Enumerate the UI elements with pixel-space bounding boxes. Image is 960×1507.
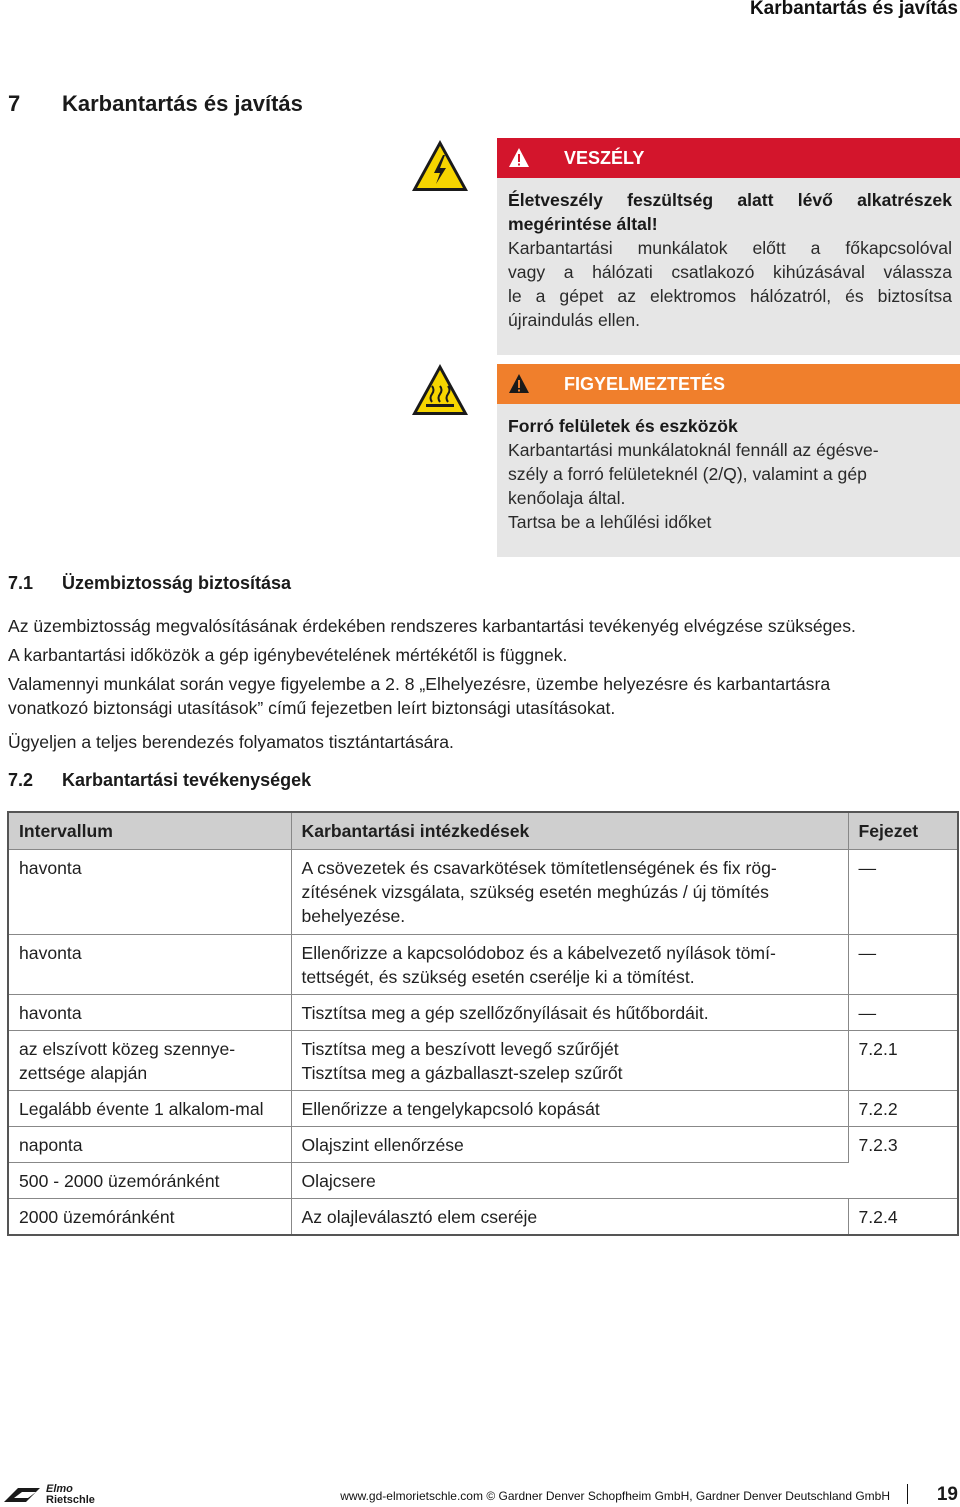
hot-surface-warning-icon [410, 362, 470, 418]
danger-text-line3: le a gépet az elektromos hálózatról, és biztosítsa [508, 286, 952, 306]
caution-text-line1: Karbantartási munkálatoknál fennáll az égésve- [508, 440, 879, 460]
measure-cell: A csövezetek és csavarkötések tömítetlenségének és fix rög-zítésének vizsgálata, szükség esetén meghúzás / új tömítés behelyezése. [291, 849, 848, 934]
interval-cell: havonta [8, 994, 291, 1030]
column-header: Karbantartási intézkedések [291, 812, 848, 849]
measure-cell: Ellenőrizze a tengelykapcsoló kopását [291, 1090, 848, 1126]
danger-text-line2: vagy a hálózati csatlakozó kihúzásával válassza [508, 262, 952, 282]
page-header-title: Karbantartás és javítás [749, 0, 958, 19]
danger-notice [497, 138, 960, 355]
subsection-number: 7.2 [8, 770, 34, 790]
footer-copyright: © Gardner Denver Schopfheim GmbH, Gardner Denver Deutschland GmbH [482, 1489, 890, 1503]
paragraph-line: Valamennyi munkálat során vegye figyelembe a 2. 8 „Elhelyezésre, üzembe helyezésre és karbantartásra [8, 674, 831, 694]
subsection-title: Karbantartási tevékenységek [62, 770, 312, 790]
measure-cell [291, 1030, 848, 1090]
table-row [8, 1198, 958, 1235]
danger-header [497, 138, 960, 178]
paragraph-line: vonatkozó biztonsági utasítások” című fejezetben leírt biztonsági utasításokat. [8, 698, 616, 718]
chapter-cell: — [858, 857, 877, 878]
section-number: 7 [8, 91, 21, 116]
danger-body [497, 178, 960, 332]
interval-cell: 2000 üzemóránként [8, 1198, 291, 1235]
table-row [8, 1126, 958, 1162]
paragraph [8, 672, 958, 720]
interval-cell: havonta [8, 849, 291, 934]
caution-text-line3: kenőolaja által. [508, 488, 626, 508]
chapter-cell: — [848, 934, 958, 994]
danger-text-line4: újraindulás ellen. [508, 310, 641, 330]
table-row [8, 1162, 958, 1198]
subsection-title: Üzembiztosság biztosítása [62, 573, 292, 593]
page-number: 19 [936, 1484, 958, 1505]
footer-url[interactable]: www.gd-elmorietschle.com [340, 1489, 483, 1503]
table-row [8, 934, 958, 994]
caution-notice [497, 364, 960, 557]
chapter-cell: 7.2.2 [848, 1090, 958, 1126]
column-header: Fejezet [848, 812, 958, 849]
maintenance-table [7, 811, 959, 1236]
footer-divider [907, 1484, 908, 1504]
interval-cell: naponta [8, 1126, 291, 1162]
subsection-number: 7.1 [8, 573, 34, 593]
column-header: Intervallum [8, 812, 291, 849]
measure-cell: Tisztítsa meg a gép szellőzőnyílásait és hűtőbordáit. [291, 994, 848, 1030]
caution-heading: Forró felületek és eszközök [508, 416, 738, 436]
caution-text-line4: Tartsa be a lehűlési időket [508, 512, 712, 532]
paragraph: Ügyeljen a teljes berendezés folyamatos tisztántartására. [8, 732, 454, 752]
danger-heading-line1: Életveszély feszültség alatt lévő alkatrészek [508, 190, 952, 210]
logo-line1: Elmo [46, 1483, 73, 1495]
section-title: Karbantartás és javítás [62, 91, 303, 116]
interval-cell: havonta [8, 934, 291, 994]
section-heading [8, 91, 303, 117]
caution-body [497, 404, 960, 534]
subsection-heading-7-2 [8, 770, 311, 791]
measure-cell: Olajszint ellenőrzése [291, 1126, 848, 1162]
paragraph: Az üzembiztosság megvalósításának érdekében rendszeres karbantartási tevékenyég elvégzése szükséges. [8, 616, 856, 636]
subsection-heading-7-1 [8, 573, 291, 594]
footer-logo [46, 1484, 95, 1506]
paragraph: A karbantartási időközök a gép igénybevételének mértékétől is függnek. [8, 645, 568, 665]
interval-cell: az elszívott közeg szennye-zettsége alapján [8, 1030, 291, 1090]
danger-text-line1: Karbantartási munkálatok előtt a főkapcsolóval [508, 238, 952, 258]
interval-cell: 500 - 2000 üzemóránként [8, 1162, 291, 1198]
chapter-cell: — [848, 994, 958, 1030]
measure-cell: Az olajleválasztó elem cseréje [291, 1198, 848, 1235]
danger-label: VESZÉLY [564, 147, 645, 168]
table-row [8, 994, 958, 1030]
caution-label: FIGYELMEZTETÉS [564, 373, 726, 394]
caution-text-line2: szély a forró felületeknél (2/Q), valamint a gép [508, 464, 867, 484]
danger-heading-line2: megérintése által! [508, 214, 658, 234]
footer-text [340, 1489, 890, 1503]
exclamation-icon [509, 148, 529, 168]
logo-line2: Rietschle [46, 1494, 95, 1506]
exclamation-icon [509, 374, 529, 394]
chapter-cell: 7.2.3 [848, 1126, 958, 1198]
measure-cell: Olajcsere [291, 1162, 848, 1198]
table-row [8, 1030, 958, 1090]
chapter-cell: 7.2.1 [848, 1030, 958, 1090]
high-voltage-warning-icon [410, 138, 470, 194]
measure-line: Tisztítsa meg a gázballaszt-szelep szűrőt [301, 1062, 623, 1083]
interval-cell: Legalább évente 1 alkalom-mal [8, 1090, 291, 1126]
table-row [8, 1090, 958, 1126]
table-header-row [8, 812, 958, 849]
chapter-cell: 7.2.4 [848, 1198, 958, 1235]
table-row [8, 849, 958, 934]
measure-line: Tisztítsa meg a beszívott levegő szűrőjét [301, 1038, 619, 1059]
caution-header [497, 364, 960, 404]
measure-cell: Ellenőrizze a kapcsolódoboz és a kábelvezető nyílások tömí-tettségét, és szükség esetén cserélje ki a tömítést. [291, 934, 848, 994]
elmo-rietschle-logo-icon [0, 1484, 44, 1504]
